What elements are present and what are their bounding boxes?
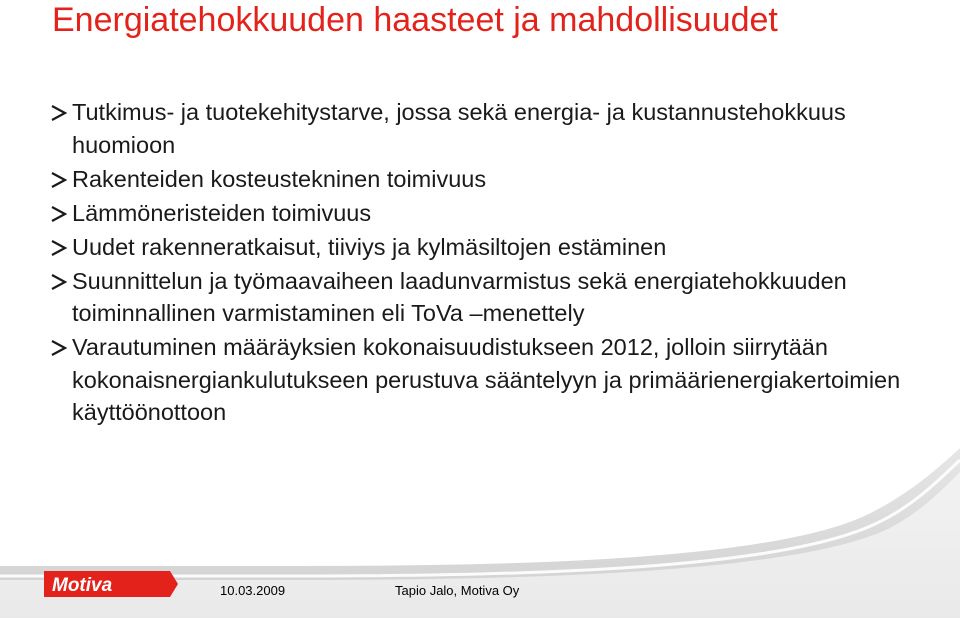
bullet-text: Tutkimus- ja tuotekehitystarve, jossa sekä energia- ja kustannustehokkuus huomioon [72,99,846,158]
footer-author: Tapio Jalo, Motiva Oy [395,583,520,598]
slide-title: Energiatehokkuuden haasteet ja mahdollisuudet [52,1,778,39]
bullet-text: Rakenteiden kosteustekninen toimivuus [72,165,487,192]
bullet-item [50,197,930,230]
bullet-item [50,331,930,429]
bullet-text: Suunnittelun ja työmaavaiheen laadunvarmistus sekä energiatehokkuuden toiminnallinen varmistaminen eli ToVa –menettely [72,267,847,326]
motiva-logo [44,571,178,597]
arrowhead-bullet-icon [50,273,68,291]
arrowhead-bullet-icon [50,339,68,357]
bullet-text: Lämmöneristeiden toimivuus [72,199,372,226]
bullet-item [50,96,930,161]
footer-date: 10.03.2009 [220,583,286,598]
arrowhead-bullet-icon [50,171,68,189]
logo-text: Motiva [52,575,113,596]
bullet-item [50,231,930,264]
arrowhead-bullet-icon [50,205,68,223]
bullet-item [50,163,930,196]
bullet-item [50,265,930,330]
arrowhead-bullet-icon [50,104,68,122]
bullet-text: Varautuminen määräyksien kokonaisuudistukseen 2012, jolloin siirrytään kokonaisnergiankulutukseen perustuva sääntelyyn ja primäärienergiakertoimien käyttöönottoon [72,334,901,425]
arrowhead-bullet-icon [50,239,68,257]
bullet-text: Uudet rakenneratkaisut, tiiviys ja kylmäsiltojen estäminen [72,233,667,260]
bullet-list [50,96,930,430]
